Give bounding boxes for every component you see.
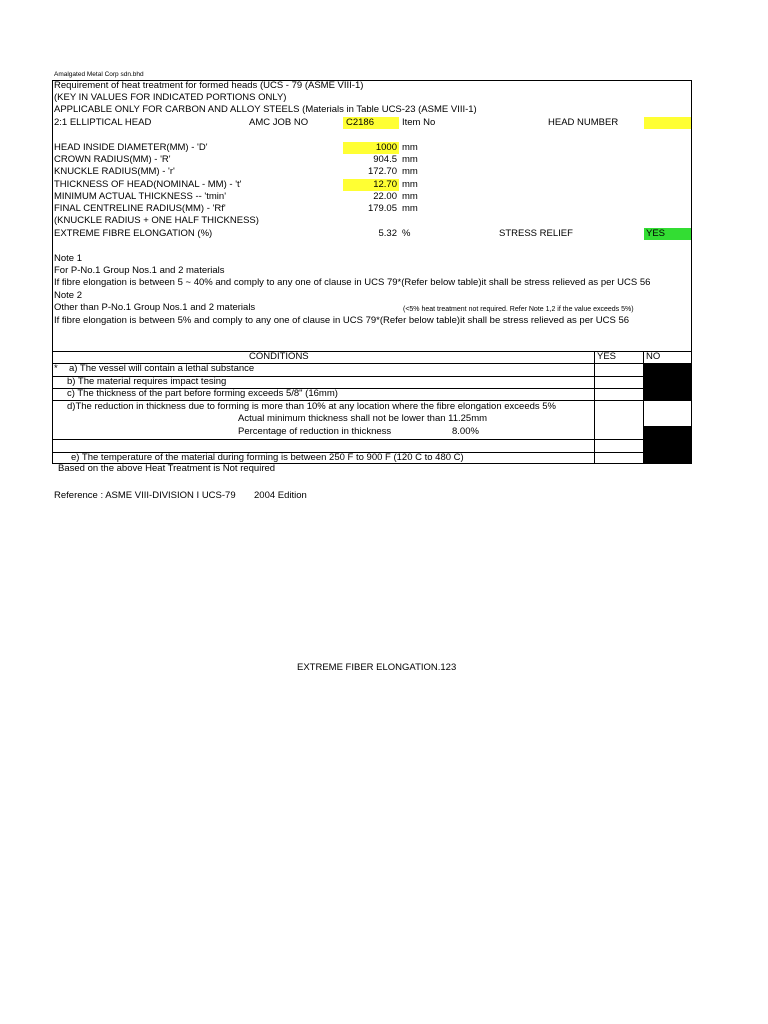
param-unit: mm <box>402 179 418 190</box>
condition-d-reduction-value: 8.00% <box>452 426 479 437</box>
condition-c: c) The thickness of the part before forming exceeds 5/8" (16mm) <box>67 388 338 399</box>
note1-line2: If fibre elongation is between 5 ~ 40% and comply to any one of clause in UCS 79*(Refer below table)it shall be stress relieved as per UCS 56 <box>54 277 651 288</box>
param-label: THICKNESS OF HEAD(NOMINAL - MM) - 't' <box>54 179 242 190</box>
yes-header: YES <box>597 351 617 362</box>
param-value: 22.00 <box>373 191 397 202</box>
note1-line1: For P-No.1 Group Nos.1 and 2 materials <box>54 265 225 276</box>
head-number-input[interactable] <box>644 117 691 129</box>
param-value: 12.70 <box>373 179 397 190</box>
stress-relief-value: YES <box>646 228 666 239</box>
note2-title: Note 2 <box>54 290 82 301</box>
no-header: NO <box>646 351 661 362</box>
param-label: MINIMUM ACTUAL THICKNESS -- 'tmin' <box>54 191 227 202</box>
table-col-divider <box>594 351 595 463</box>
stress-relief-label: STRESS RELIEF <box>499 228 573 239</box>
param-label: (KNUCKLE RADIUS + ONE HALF THICKNESS) <box>54 215 259 226</box>
param-value: 904.5 <box>373 154 397 165</box>
job-value: C2186 <box>346 117 374 128</box>
param-unit: mm <box>402 142 418 153</box>
head-type: 2:1 ELLIPTICAL HEAD <box>54 117 152 128</box>
no-marker-de <box>643 426 692 464</box>
conditions-header: CONDITIONS <box>249 351 309 362</box>
sheet-footer: EXTREME FIBER ELONGATION.123 <box>297 662 457 673</box>
job-label: AMC JOB NO <box>249 117 309 128</box>
table-border <box>52 351 692 352</box>
reference: Reference : ASME VIII-DIVISION I UCS-79 <box>54 490 236 501</box>
param-value: 172.70 <box>367 166 397 177</box>
param-label: EXTREME FIBRE ELONGATION (%) <box>54 228 213 239</box>
note1-title: Note 1 <box>54 253 82 264</box>
param-label: FINAL CENTRELINE RADIUS(MM) - 'Rf' <box>54 203 226 214</box>
param-unit: mm <box>402 191 418 202</box>
edition: 2004 Edition <box>254 490 307 501</box>
head-number-label: HEAD NUMBER <box>548 117 619 128</box>
condition-d: d)The reduction in thickness due to forming is more than 10% at any location where the fibre elongation exceeds 5% <box>67 401 557 412</box>
note2-line1: Other than P-No.1 Group Nos.1 and 2 materials <box>54 302 256 313</box>
note2-aside: (<5% heat treatment not required. Refer Note 1,2 if the value exceeds 5%) <box>403 306 634 313</box>
conclusion: Based on the above Heat Treatment is Not required <box>58 463 276 474</box>
param-value: 5.32 <box>378 228 397 239</box>
condition-d-reduction-label: Percentage of reduction in thickness <box>238 426 392 437</box>
param-label: HEAD INSIDE DIAMETER(MM) - 'D' <box>54 142 208 153</box>
header-applicability: APPLICABLE ONLY FOR CARBON AND ALLOY STEELS (Materials in Table UCS-23 (ASME VIII-1) <box>54 104 477 115</box>
param-unit: mm <box>402 203 418 214</box>
row-marker: * <box>54 363 58 374</box>
no-marker-abc <box>643 363 692 401</box>
table-border <box>52 439 692 440</box>
param-label: KNUCKLE RADIUS(MM) - 'r' <box>54 166 175 177</box>
company-name: Amalgated Metal Corp sdn.bhd <box>54 71 144 78</box>
condition-b: b) The material requires impact tesing <box>67 376 227 387</box>
note2-line2: If fibre elongation is between 5% and comply to any one of clause in UCS 79*(Refer below table)it shall be stress relieved as per UCS 56 <box>54 315 630 326</box>
condition-a: a) The vessel will contain a lethal substance <box>69 363 255 374</box>
param-label: CROWN RADIUS(MM) - 'R' <box>54 154 171 165</box>
param-unit: mm <box>402 166 418 177</box>
condition-d-min-thickness: Actual minimum thickness shall not be lower than 11.25mm <box>238 413 488 424</box>
param-value: 1000 <box>375 142 397 153</box>
header-instruction: (KEY IN VALUES FOR INDICATED PORTIONS ONLY) <box>54 92 287 103</box>
param-unit: mm <box>402 154 418 165</box>
header-title: Requirement of heat treatment for formed heads (UCS - 79 (ASME VIII-1) <box>54 80 364 91</box>
param-value: 179.05 <box>367 203 397 214</box>
condition-e: e) The temperature of the material during forming is between 250 F to 900 F (120 C to 480 C) <box>71 452 464 463</box>
right-border <box>691 80 692 463</box>
param-unit: % <box>402 228 411 239</box>
item-label: Item No <box>402 117 436 128</box>
left-border <box>52 80 53 463</box>
